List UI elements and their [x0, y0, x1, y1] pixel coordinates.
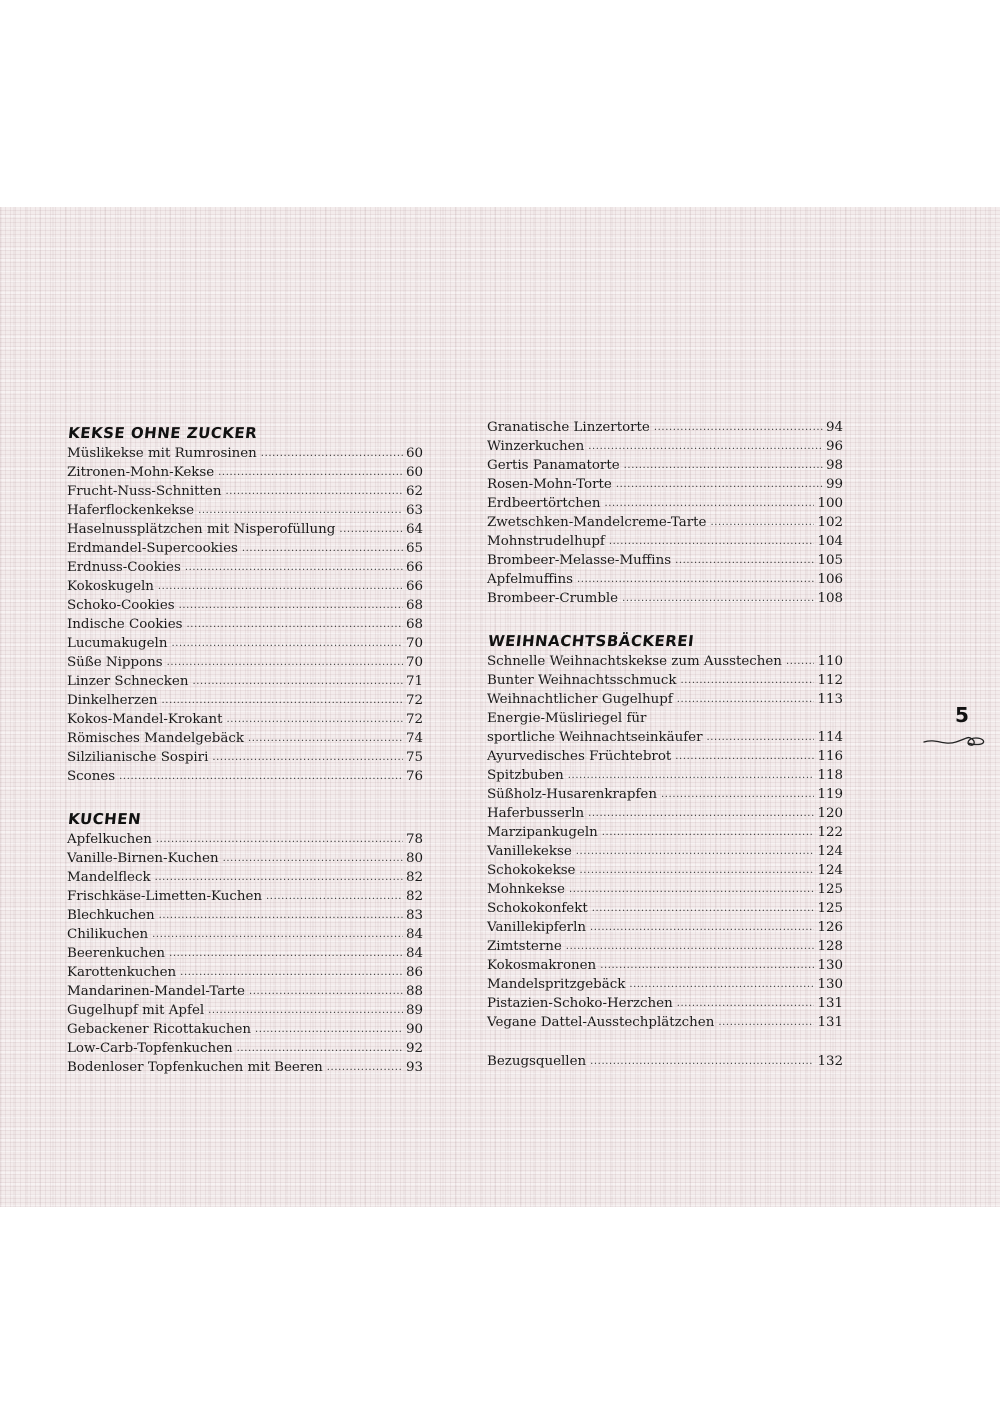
toc-entry-page: 124 — [817, 863, 843, 878]
dot-leader — [675, 551, 814, 570]
toc-entry-page: 68 — [405, 598, 423, 613]
toc-entry-page: 80 — [405, 851, 423, 866]
toc-entry-title: Zimtsterne — [487, 939, 562, 954]
toc-section-kuchen-continued — [487, 418, 843, 608]
toc-entry-page: 63 — [405, 503, 423, 518]
dot-leader — [624, 456, 823, 475]
toc-entry-page: 125 — [817, 901, 843, 916]
toc-entry-title: Kokoskugeln — [67, 579, 154, 594]
toc-entry-page: 84 — [405, 946, 423, 961]
toc-entry-page: 104 — [817, 534, 843, 549]
toc-section-weihnachtsbaeckerei — [487, 628, 843, 1032]
toc-entry[interactable] — [487, 861, 843, 880]
toc-entry-title: Schnelle Weihnachtskekse zum Ausstechen — [487, 654, 782, 669]
dot-leader — [568, 766, 815, 785]
toc-entry[interactable] — [67, 944, 423, 963]
toc-entry[interactable] — [67, 1001, 423, 1020]
toc-entry-page: 96 — [825, 439, 843, 454]
toc-entry-title: Kokosmakronen — [487, 958, 597, 973]
toc-entry-page: 100 — [817, 496, 843, 511]
toc-entry-page: 66 — [405, 579, 423, 594]
toc-entry[interactable] — [487, 1013, 843, 1032]
dot-leader — [579, 861, 814, 880]
dot-leader — [680, 671, 814, 690]
dot-leader — [156, 830, 403, 849]
toc-entry-title: Blechkuchen — [67, 908, 155, 923]
toc-entry-title: Erdnuss-Cookies — [67, 560, 181, 575]
dot-leader — [155, 868, 403, 887]
dot-leader — [622, 589, 814, 608]
dot-leader — [266, 887, 403, 906]
toc-entry[interactable] — [487, 532, 843, 551]
dot-leader — [119, 767, 403, 786]
toc-entry[interactable] — [67, 767, 423, 786]
toc-entry-title: Bezugsquellen — [487, 1054, 587, 1069]
toc-entry-title: Linzer Schnecken — [67, 674, 189, 689]
toc-entry-page: 128 — [817, 939, 843, 954]
toc-entry-title: Karottenkuchen — [67, 965, 177, 980]
toc-entry[interactable] — [487, 652, 843, 671]
toc-entry[interactable] — [487, 475, 843, 494]
toc-entry[interactable] — [67, 868, 423, 887]
dot-leader — [569, 880, 814, 899]
toc-section-bezugsquellen — [487, 1052, 843, 1071]
toc-entry-title: Chilikuchen — [67, 927, 149, 942]
toc-entry[interactable] — [67, 672, 423, 691]
toc-entry[interactable] — [487, 589, 843, 608]
dot-leader — [249, 982, 403, 1001]
dot-leader — [706, 728, 814, 747]
toc-entry-title: Winzerkuchen — [487, 439, 585, 454]
toc-entry-page: 116 — [817, 749, 843, 764]
toc-entry[interactable] — [487, 418, 843, 437]
toc-entry[interactable] — [487, 918, 843, 937]
toc-entry-page: 89 — [405, 1003, 423, 1018]
dot-leader — [592, 899, 815, 918]
swirl-ornament-icon — [922, 732, 986, 750]
toc-entry[interactable] — [67, 501, 423, 520]
toc-entry-title: Schokokonfekt — [487, 901, 588, 916]
toc-entry-page: 90 — [405, 1022, 423, 1037]
toc-entry-list — [487, 652, 843, 1032]
toc-entry[interactable] — [487, 690, 843, 709]
toc-entry-page: 70 — [405, 655, 423, 670]
toc-entry-title: Schoko-Cookies — [67, 598, 175, 613]
toc-entry-title: Beerenkuchen — [67, 946, 166, 961]
toc-entry-page: 130 — [817, 977, 843, 992]
toc-entry-title: Gebackener Ricottakuchen — [67, 1022, 252, 1037]
dot-leader — [169, 944, 403, 963]
toc-entry[interactable] — [67, 482, 423, 501]
toc-entry-title: Lucumakugeln — [67, 636, 168, 651]
dot-leader — [718, 1013, 814, 1032]
toc-section-kuchen — [67, 806, 423, 1077]
toc-entry-page: 84 — [405, 927, 423, 942]
toc-entry[interactable] — [67, 653, 423, 672]
toc-entry-page: 64 — [405, 522, 423, 537]
dot-leader — [237, 1039, 403, 1058]
toc-entry-page: 74 — [405, 731, 423, 746]
toc-entry-title: Brombeer-Melasse-Muffins — [487, 553, 672, 568]
toc-entry-title: Vanille-Birnen-Kuchen — [67, 851, 219, 866]
dot-leader — [786, 652, 815, 671]
toc-entry[interactable] — [487, 766, 843, 785]
toc-entry[interactable] — [67, 887, 423, 906]
toc-entry-title: Brombeer-Crumble — [487, 591, 619, 606]
toc-entry-page: 108 — [817, 591, 843, 606]
dot-leader — [185, 558, 403, 577]
toc-entry-title: Vegane Dattel-Ausstechplätzchen — [487, 1015, 715, 1030]
toc-entry-title: Süßholz-Husarenkrapfen — [487, 787, 657, 802]
toc-entry-page: 71 — [405, 674, 423, 689]
toc-entry-title: Mohnkekse — [487, 882, 565, 897]
toc-entry-page: 124 — [817, 844, 843, 859]
toc-entry-list — [487, 418, 843, 608]
toc-entry-page: 131 — [817, 1015, 843, 1030]
dot-leader — [159, 906, 403, 925]
toc-entry-page: 70 — [405, 636, 423, 651]
toc-entry-title: Apfelkuchen — [67, 832, 152, 847]
toc-entry-page: 102 — [817, 515, 843, 530]
toc-entry[interactable] — [67, 729, 423, 748]
dot-leader — [576, 842, 815, 861]
toc-entry[interactable] — [67, 849, 423, 868]
dot-leader — [339, 520, 403, 539]
toc-entry-title: Marzipankugeln — [487, 825, 598, 840]
toc-entry-title: Erdmandel-Supercookies — [67, 541, 238, 556]
toc-entry-title: Müslikekse mit Rumrosinen — [67, 446, 257, 461]
toc-entry-page: 126 — [817, 920, 843, 935]
toc-entry-bezugsquellen[interactable] — [487, 1052, 843, 1071]
toc-entry-title: Kokos-Mandel-Krokant — [67, 712, 223, 727]
toc-entry-page: 86 — [405, 965, 423, 980]
toc-entry-title: sportliche Weihnachtseinkäufer — [487, 730, 703, 745]
toc-entry[interactable] — [67, 982, 423, 1001]
toc-entry-title: Apfelmuffins — [487, 572, 574, 587]
toc-entry[interactable] — [67, 444, 423, 463]
toc-right-column — [487, 418, 843, 1091]
toc-entry[interactable] — [67, 691, 423, 710]
toc-entry[interactable] — [487, 513, 843, 532]
dot-leader — [180, 963, 403, 982]
toc-entry[interactable] — [67, 615, 423, 634]
dot-leader — [327, 1058, 403, 1077]
toc-entry-title: Bodenloser Topfenkuchen mit Beeren — [67, 1060, 323, 1075]
dot-leader — [602, 823, 815, 842]
toc-entry[interactable] — [67, 710, 423, 729]
dot-leader — [223, 849, 403, 868]
dot-leader — [158, 577, 403, 596]
toc-entry-title: Pistazien-Schoko-Herzchen — [487, 996, 673, 1011]
toc-entry[interactable] — [67, 1039, 423, 1058]
toc-entry-title: Rosen-Mohn-Torte — [487, 477, 612, 492]
dot-leader — [248, 729, 403, 748]
toc-entry-title: Zwetschken-Mandelcreme-Tarte — [487, 515, 707, 530]
toc-entry-page: 83 — [405, 908, 423, 923]
toc-entry[interactable] — [487, 975, 843, 994]
dot-leader — [604, 494, 814, 513]
toc-entry-list — [67, 444, 423, 786]
dot-leader — [677, 690, 815, 709]
dot-leader — [616, 475, 823, 494]
dot-leader — [577, 570, 814, 589]
toc-entry[interactable] — [67, 577, 423, 596]
toc-entry-page: 92 — [405, 1041, 423, 1056]
toc-entry-page: 122 — [817, 825, 843, 840]
toc-entry-page: 78 — [405, 832, 423, 847]
toc-entry-title: Dinkelherzen — [67, 693, 158, 708]
dot-leader — [654, 418, 823, 437]
toc-left-column — [67, 420, 423, 1097]
toc-entry-title: Weihnachtlicher Gugelhupf — [487, 692, 673, 707]
toc-entry[interactable] — [487, 823, 843, 842]
dot-leader — [167, 653, 403, 672]
section-title: KEKSE OHNE ZUCKER — [67, 424, 259, 442]
dot-leader — [566, 937, 815, 956]
toc-entry[interactable] — [487, 994, 843, 1013]
toc-entry-list — [67, 830, 423, 1077]
toc-entry-page: 113 — [817, 692, 843, 707]
toc-entry-page: 94 — [825, 420, 843, 435]
toc-entry-title: Mandelfleck — [67, 870, 151, 885]
toc-entry[interactable] — [487, 937, 843, 956]
toc-entry[interactable] — [487, 956, 843, 975]
toc-entry[interactable] — [487, 880, 843, 899]
toc-entry-page: 98 — [825, 458, 843, 473]
toc-entry-page: 132 — [817, 1054, 843, 1069]
dot-leader — [588, 804, 814, 823]
toc-entry-page: 106 — [817, 572, 843, 587]
toc-entry-title: Haselnussplätzchen mit Nisperofüllung — [67, 522, 336, 537]
toc-entry-page: 68 — [405, 617, 423, 632]
dot-leader — [171, 634, 402, 653]
toc-entry[interactable] — [487, 728, 843, 747]
toc-entry[interactable] — [487, 671, 843, 690]
toc-entry[interactable] — [67, 463, 423, 482]
dot-leader — [710, 513, 814, 532]
toc-entry-page: 72 — [405, 693, 423, 708]
toc-entry[interactable] — [487, 899, 843, 918]
dot-leader — [179, 596, 403, 615]
toc-entry[interactable] — [487, 456, 843, 475]
toc-entry[interactable] — [67, 830, 423, 849]
toc-entry[interactable] — [487, 804, 843, 823]
toc-entry-title: Scones — [67, 769, 116, 784]
dot-leader — [609, 532, 815, 551]
toc-entry-page: 99 — [825, 477, 843, 492]
toc-entry-page: 76 — [405, 769, 423, 784]
section-title: KUCHEN — [67, 810, 143, 828]
toc-entry[interactable] — [487, 709, 843, 728]
toc-entry[interactable] — [67, 520, 423, 539]
dot-leader — [225, 482, 402, 501]
toc-entry[interactable] — [487, 842, 843, 861]
toc-entry[interactable] — [67, 1020, 423, 1039]
toc-entry-title: Mandarinen-Mandel-Tarte — [67, 984, 245, 999]
toc-entry[interactable] — [487, 785, 843, 804]
toc-entry-title: Mohnstrudelhupf — [487, 534, 605, 549]
toc-entry-page: 62 — [405, 484, 423, 499]
toc-entry-title: Spitzbuben — [487, 768, 564, 783]
toc-entry[interactable] — [67, 558, 423, 577]
toc-entry-title: Römisches Mandelgebäck — [67, 731, 244, 746]
toc-entry-page: 130 — [817, 958, 843, 973]
toc-entry-title: Süße Nippons — [67, 655, 163, 670]
dot-leader — [588, 437, 823, 456]
dot-leader — [198, 501, 403, 520]
toc-entry[interactable] — [67, 596, 423, 615]
toc-entry-title: Indische Cookies — [67, 617, 183, 632]
dot-leader — [677, 994, 815, 1013]
toc-entry-title: Haferbusserln — [487, 806, 585, 821]
toc-entry-page: 120 — [817, 806, 843, 821]
toc-entry-page: 119 — [817, 787, 843, 802]
toc-entry-title: Silzilianische Sospiri — [67, 750, 209, 765]
dot-leader — [192, 672, 403, 691]
toc-entry[interactable] — [67, 963, 423, 982]
toc-entry-title: Frucht-Nuss-Schnitten — [67, 484, 222, 499]
toc-section-kekse-ohne-zucker — [67, 420, 423, 786]
toc-entry-title: Gertis Panamatorte — [487, 458, 620, 473]
toc-entry-page: 110 — [817, 654, 843, 669]
toc-entry-title: Energie-Müsliriegel für — [487, 711, 647, 726]
toc-entry-title: Erdbeertörtchen — [487, 496, 601, 511]
toc-entry-page: 112 — [817, 673, 843, 688]
section-title: WEIHNACHTSBÄCKEREI — [487, 632, 696, 650]
toc-entry-title: Zitronen-Mohn-Kekse — [67, 465, 215, 480]
dot-leader — [162, 691, 403, 710]
toc-entry-title: Granatische Linzertorte — [487, 420, 650, 435]
toc-entry-title: Vanillekipferln — [487, 920, 586, 935]
toc-entry-page: 75 — [405, 750, 423, 765]
toc-entry[interactable] — [67, 1058, 423, 1077]
dot-leader — [600, 956, 814, 975]
dot-leader — [661, 785, 814, 804]
dot-leader — [187, 615, 403, 634]
toc-entry-title: Low-Carb-Topfenkuchen — [67, 1041, 233, 1056]
toc-entry-page: 65 — [405, 541, 423, 556]
toc-entry-title: Vanillekekse — [487, 844, 572, 859]
toc-entry-page: 131 — [817, 996, 843, 1011]
dot-leader — [590, 918, 814, 937]
dot-leader — [212, 748, 403, 767]
toc-entry-title: Frischkäse-Limetten-Kuchen — [67, 889, 263, 904]
toc-entry-page: 72 — [405, 712, 423, 727]
dot-leader — [629, 975, 814, 994]
toc-entry-page: 118 — [817, 768, 843, 783]
toc-entry-title: Gugelhupf mit Apfel — [67, 1003, 205, 1018]
toc-entry[interactable] — [67, 634, 423, 653]
toc-entry-page: 125 — [817, 882, 843, 897]
toc-entry-title: Mandelspritzgebäck — [487, 977, 626, 992]
dot-leader — [255, 1020, 403, 1039]
toc-entry[interactable] — [67, 906, 423, 925]
toc-entry-page: 88 — [405, 984, 423, 999]
dot-leader — [226, 710, 402, 729]
dot-leader — [261, 444, 403, 463]
toc-entry[interactable] — [487, 747, 843, 766]
toc-entry-title: Haferflockenkekse — [67, 503, 195, 518]
toc-entry-page: 60 — [405, 446, 423, 461]
toc-entry[interactable] — [487, 551, 843, 570]
toc-entry-title: Ayurvedisches Früchtebrot — [487, 749, 672, 764]
toc-entry[interactable] — [487, 437, 843, 456]
toc-entry-page: 66 — [405, 560, 423, 575]
toc-entry-page: 93 — [405, 1060, 423, 1075]
toc-entry[interactable] — [487, 570, 843, 589]
dot-leader — [590, 1052, 814, 1071]
toc-entry-page: 60 — [405, 465, 423, 480]
page-number: 5 — [955, 703, 969, 727]
toc-entry[interactable] — [487, 494, 843, 513]
toc-entry-page: 82 — [405, 870, 423, 885]
toc-entry[interactable] — [67, 748, 423, 767]
toc-entry-title: Bunter Weihnachtsschmuck — [487, 673, 677, 688]
toc-entry[interactable] — [67, 925, 423, 944]
dot-leader — [675, 747, 814, 766]
toc-entry-title: Schokokekse — [487, 863, 576, 878]
toc-entry-page: 82 — [405, 889, 423, 904]
dot-leader — [152, 925, 403, 944]
dot-leader — [208, 1001, 403, 1020]
dot-leader — [242, 539, 403, 558]
dot-leader — [218, 463, 403, 482]
toc-entry[interactable] — [67, 539, 423, 558]
toc-entry-page: 114 — [817, 730, 843, 745]
toc-entry-page: 105 — [817, 553, 843, 568]
